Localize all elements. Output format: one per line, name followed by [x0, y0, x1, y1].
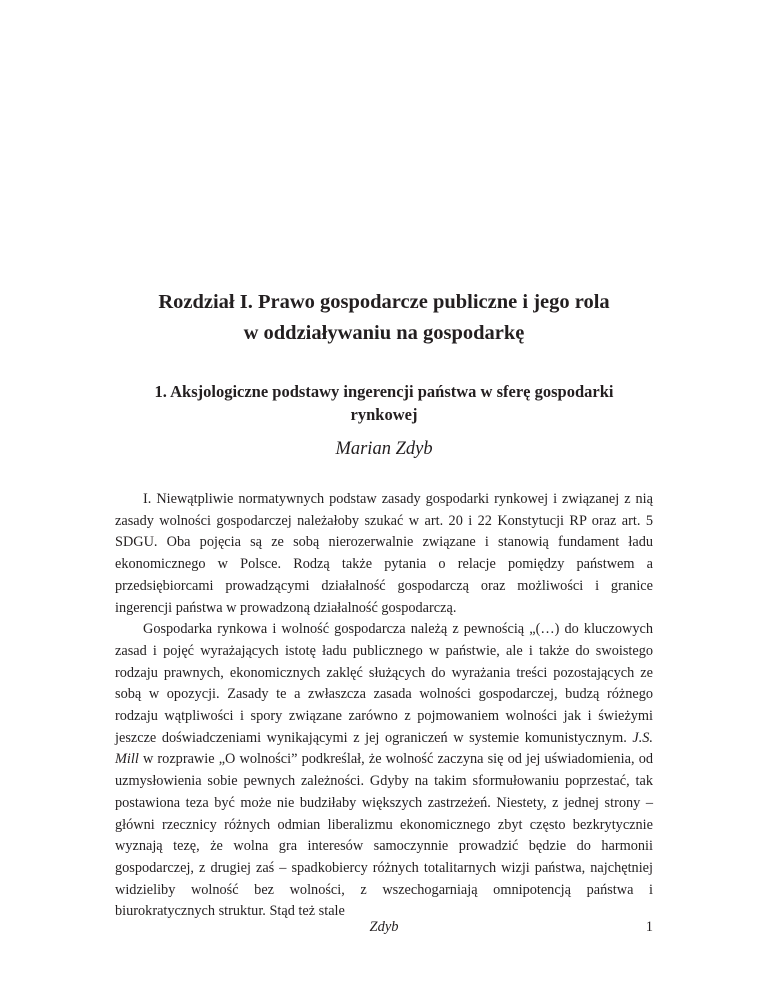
paragraph-2-part-2: w rozprawie „O wolności” podkreślał, że wolność zaczyna się od jej uświadomienia, od uzmysłowienia sobie pewnych zależności. Gdyby na takim sformułowaniu poprzestać, tak postawiona teza być może nie budziłaby większych zastrzeżeń. Niestety, z jednej strony – główni rzecznicy różnych odmian liberalizmu ekonomicznego zbyt często bezkrytycznie wyznają tezę, że wolna gra interesów samoczynnie prowadzić będzie do harmonii gospodarczej, z drugiej zaś – spadkobiercy różnych totalitarnych wizji państwa, najchętniej widzieliby wolność bez wolności, z wszechogarniają omnipotencją państwa i biurokratycznych struktur. Stąd też stale [115, 751, 654, 920]
cited-author-name: J.S. Mill [115, 729, 654, 768]
page-number: 1 [645, 919, 653, 935]
body-text [115, 489, 653, 923]
running-footer-author: Zdyb [369, 919, 399, 935]
chapter-title [100, 287, 668, 349]
paragraph-1: I. Niewątpliwie normatywnych podstaw zasady gospodarki rynkowej i związanej z nią zasady wolności gospodarczej należałoby szukać w art. 20 i 22 Konstytucji RP oraz art. 5 SDGU. Oba pojęcia są ze sobą nierozerwalnie związane i stanowią fundament ładu ekonomicznego w Polsce. Rodzą także pytania o relacje pomiędzy państwem a przedsiębiorcami prowadzącymi działalność gospodarczą oraz możliwości i granice ingerencji państwa w prowadzoną działalność gospodarczą. [115, 491, 653, 616]
section-title-line-1: 1. Aksjologiczne podstawy ingerencji państwa w sferę gospodarki [154, 382, 614, 401]
paragraph-2 [115, 619, 653, 923]
paragraph-2-part-1: Gospodarka rynkowa i wolność gospodarcza należą z pewnością „(…) do kluczowych zasad i pojęć wyrażających istotę ładu publicznego w państwie, ale i także do swoistego rodzaju prawnych, ekonomicznych zaklęć służących do wyrażania treści pozostających ze sobą w opozycji. Zasady te a zwłaszcza zasada wolności gospodarczej, budzą różnego rodzaju wątpliwości i spory związane zarówno z pojmowaniem wolności jak i świeżymi jeszcze doświadczeniami wynikającymi z jej ograniczeń w systemie komunistycznym. [115, 621, 653, 746]
chapter-title-line-2: w oddziaływaniu na gospodarkę [243, 322, 525, 344]
section-author: Marian Zdyb [335, 439, 433, 459]
section-title [100, 380, 668, 426]
chapter-title-line-1: Rozdział I. Prawo gospodarcze publiczne i jego rola [158, 291, 610, 313]
section-title-line-2: rynkowej [350, 405, 418, 424]
